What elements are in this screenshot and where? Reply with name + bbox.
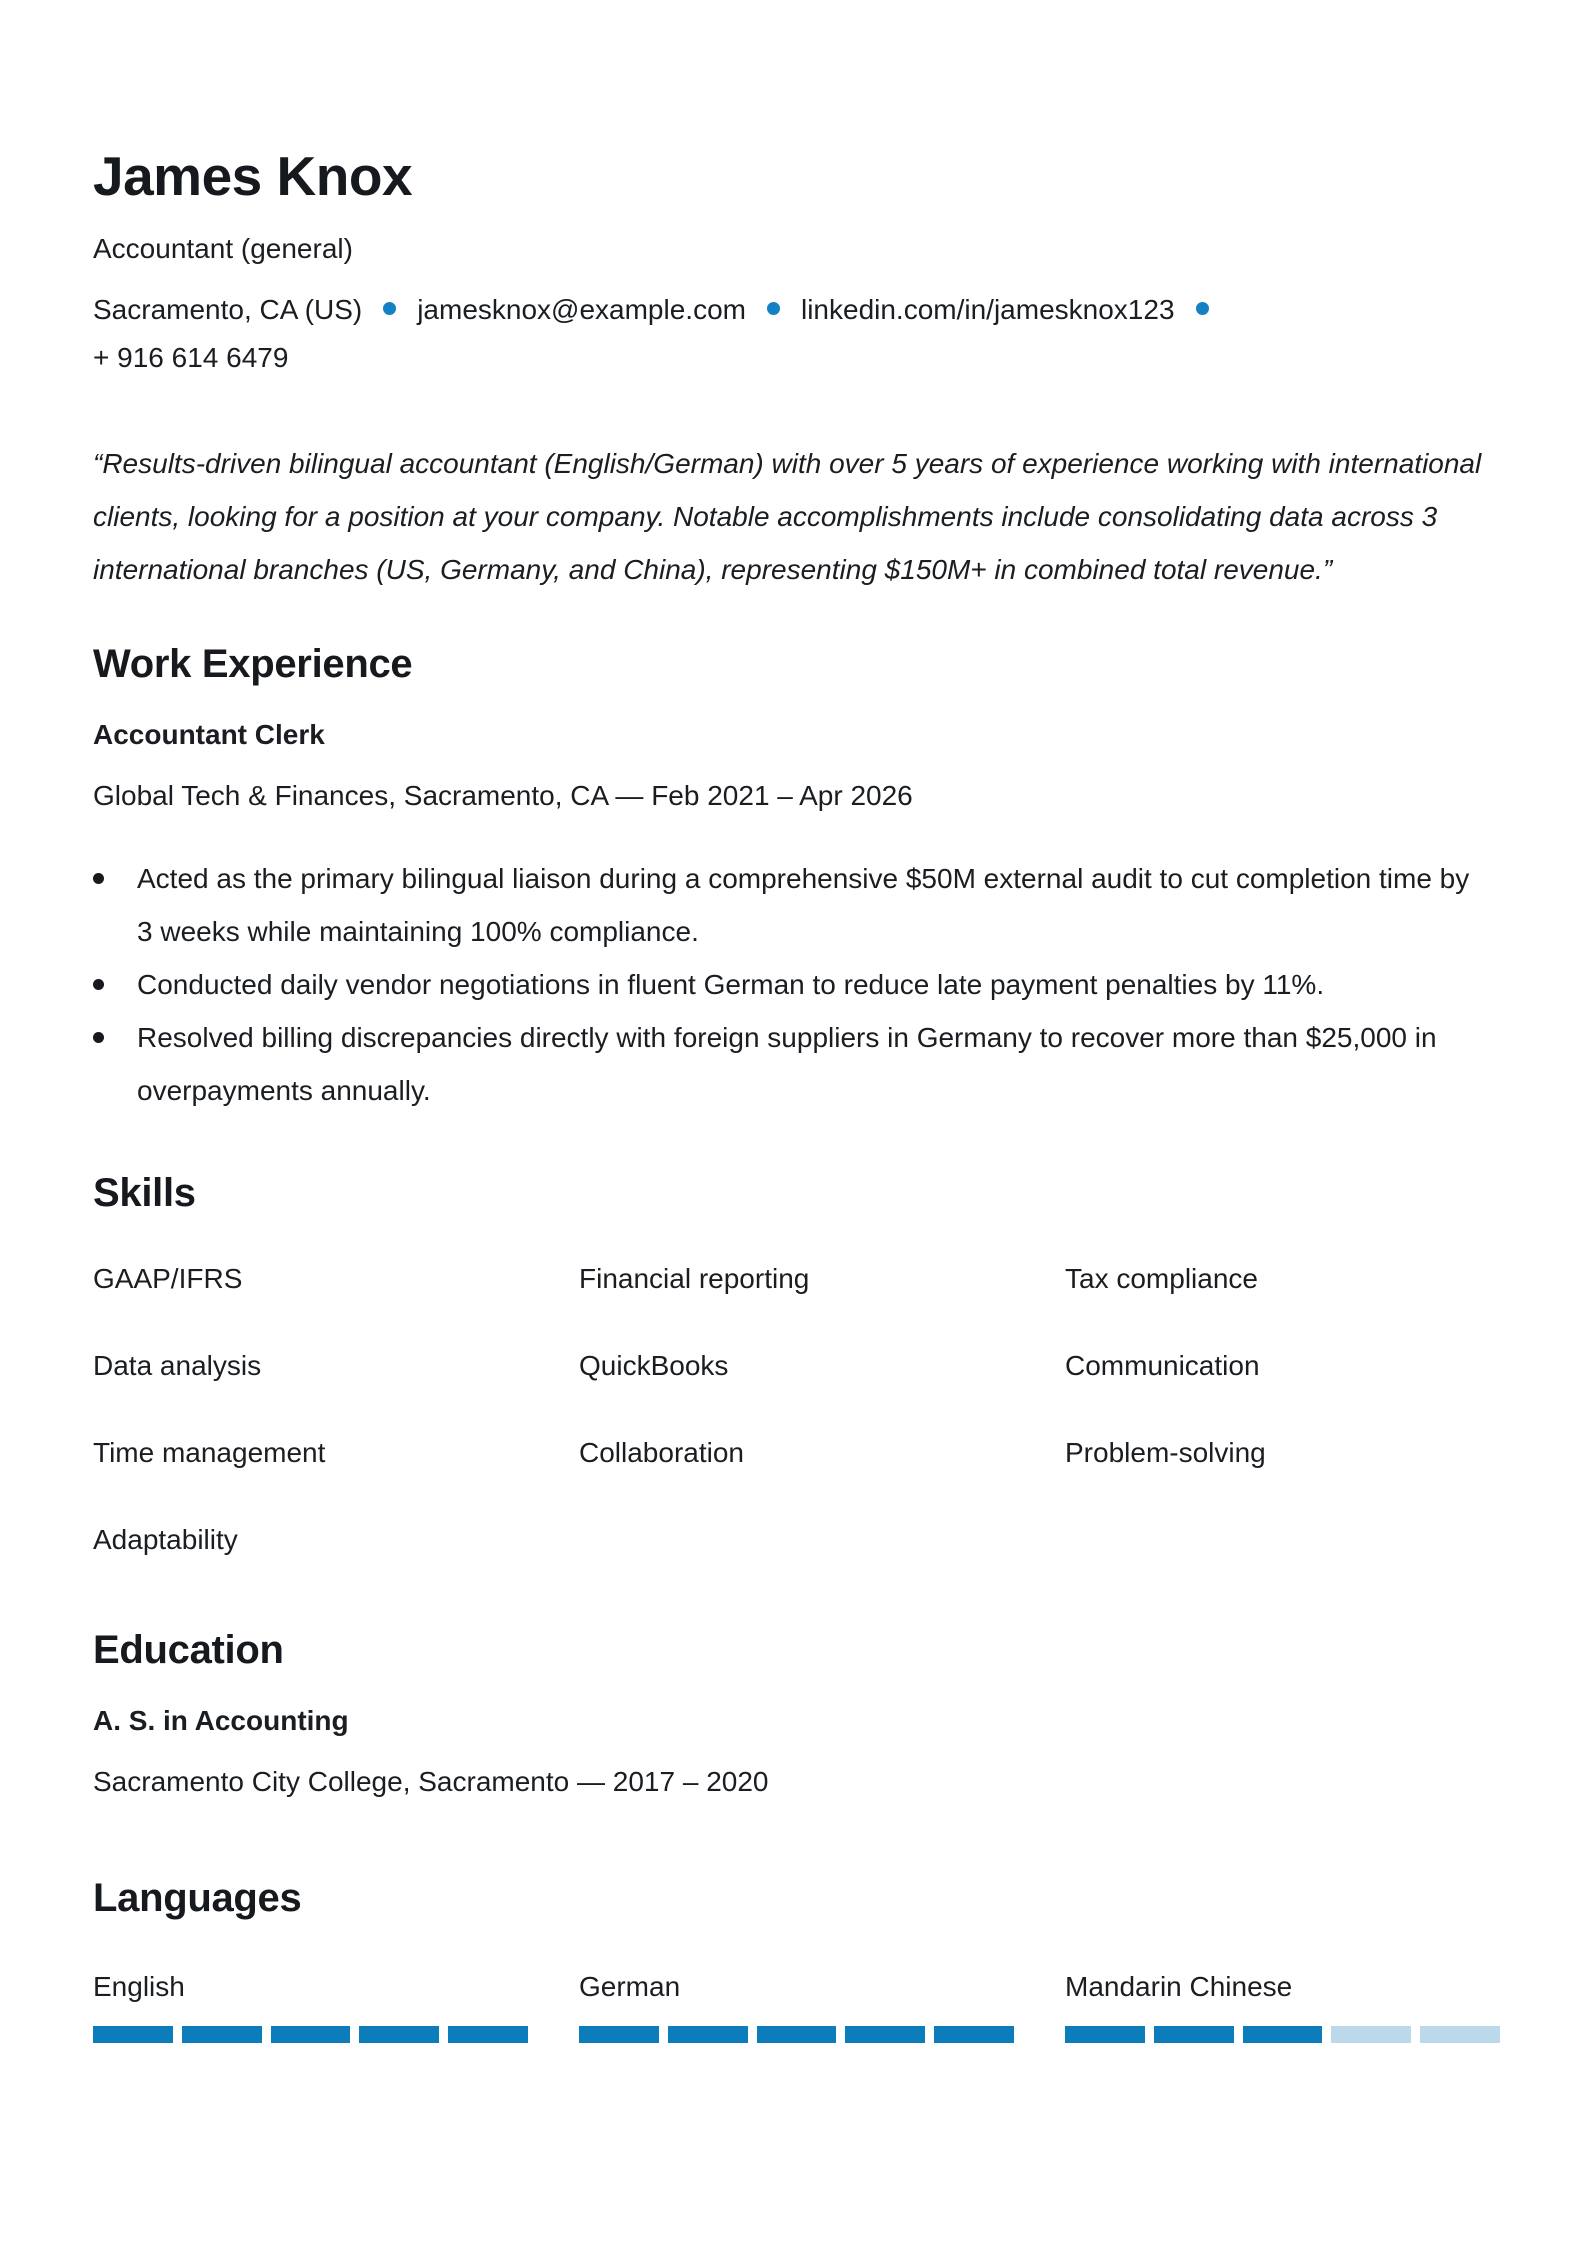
- proficiency-segment: [359, 2026, 439, 2043]
- education-degree: A. S. in Accounting: [93, 1705, 349, 1736]
- language-name: Mandarin Chinese: [1065, 1971, 1293, 2002]
- language-item: [1065, 1970, 1495, 2043]
- section-heading-work-experience: Work Experience: [93, 642, 413, 686]
- proficiency-segment: [1065, 2026, 1145, 2043]
- proficiency-segment: [93, 2026, 173, 2043]
- skill-item: Problem-solving: [1065, 1437, 1266, 1468]
- language-item: [579, 1970, 1065, 2043]
- bullet-separator-icon: [767, 302, 780, 315]
- work-bullet-item: [93, 852, 1483, 958]
- skill-item: Data analysis: [93, 1350, 262, 1381]
- skills-grid: [93, 1262, 1495, 1556]
- proficiency-segment: [1154, 2026, 1234, 2043]
- education-school-dates: Sacramento City College, Sacramento — 2017 – 2020: [93, 1766, 769, 1797]
- work-bullet-item: [93, 1011, 1483, 1117]
- work-bullet-text: Resolved billing discrepancies directly with foreign suppliers in Germany to recover more than $25,000 in overpayments annually.: [137, 1022, 1437, 1106]
- language-proficiency-bar: [579, 2026, 1014, 2043]
- language-proficiency-bar: [93, 2026, 528, 2043]
- summary-quote: “Results-driven bilingual accountant (English/German) with over 5 years of experience working with international clients, looking for a position at your company. Notable accomplishments include consolidating data across 3 international branches (US, Germany, and China), representing $150M+ in combined total revenue.”: [93, 448, 1482, 585]
- work-bullet-text: Acted as the primary bilingual liaison during a comprehensive $50M external audit to cut completion time by 3 weeks while maintaining 100% compliance.: [137, 863, 1470, 947]
- language-item: [93, 1970, 579, 2043]
- bullet-separator-icon: [1196, 302, 1209, 315]
- skill-item: Tax compliance: [1065, 1263, 1258, 1294]
- skill-item: Time management: [93, 1437, 326, 1468]
- section-heading-skills: Skills: [93, 1171, 196, 1215]
- proficiency-segment: [934, 2026, 1014, 2043]
- work-job-title: Accountant Clerk: [93, 719, 325, 750]
- list-bullet-icon: [93, 873, 104, 884]
- work-bullet-item: [93, 958, 1483, 1011]
- section-heading-languages: Languages: [93, 1876, 302, 1920]
- proficiency-segment: [1420, 2026, 1500, 2043]
- languages-grid: [93, 1970, 1495, 2043]
- list-bullet-icon: [93, 1032, 104, 1043]
- list-bullet-icon: [93, 979, 104, 990]
- proficiency-segment: [579, 2026, 659, 2043]
- professional-title: Accountant (general): [93, 233, 353, 264]
- proficiency-segment: [668, 2026, 748, 2043]
- skill-item: Collaboration: [579, 1437, 744, 1468]
- work-bullet-list: [93, 852, 1495, 1117]
- work-bullet-text: Conducted daily vendor negotiations in fluent German to reduce late payment penalties by 11%.: [137, 969, 1325, 1000]
- contact-email: jamesknox@example.com: [417, 294, 746, 325]
- proficiency-segment: [271, 2026, 351, 2043]
- skill-item: QuickBooks: [579, 1350, 729, 1381]
- skill-item: Financial reporting: [579, 1263, 810, 1294]
- skill-item: Communication: [1065, 1350, 1260, 1381]
- contact-line: [93, 286, 1495, 382]
- proficiency-segment: [845, 2026, 925, 2043]
- work-company-dates: Global Tech & Finances, Sacramento, CA — Feb 2021 – Apr 2026: [93, 780, 913, 811]
- proficiency-segment: [757, 2026, 837, 2043]
- skill-item: GAAP/IFRS: [93, 1263, 243, 1294]
- proficiency-segment: [448, 2026, 528, 2043]
- language-name: English: [93, 1971, 185, 2002]
- contact-phone: + 916 614 6479: [93, 342, 289, 373]
- contact-linkedin: linkedin.com/in/jamesknox123: [800, 294, 1175, 325]
- language-proficiency-bar: [1065, 2026, 1500, 2043]
- bullet-separator-icon: [383, 302, 396, 315]
- language-name: German: [579, 1971, 681, 2002]
- proficiency-segment: [182, 2026, 262, 2043]
- name-heading: James Knox: [93, 145, 413, 207]
- skill-item: Adaptability: [93, 1524, 238, 1555]
- section-heading-education: Education: [93, 1628, 284, 1672]
- proficiency-segment: [1243, 2026, 1323, 2043]
- proficiency-segment: [1331, 2026, 1411, 2043]
- contact-location: Sacramento, CA (US): [93, 294, 363, 325]
